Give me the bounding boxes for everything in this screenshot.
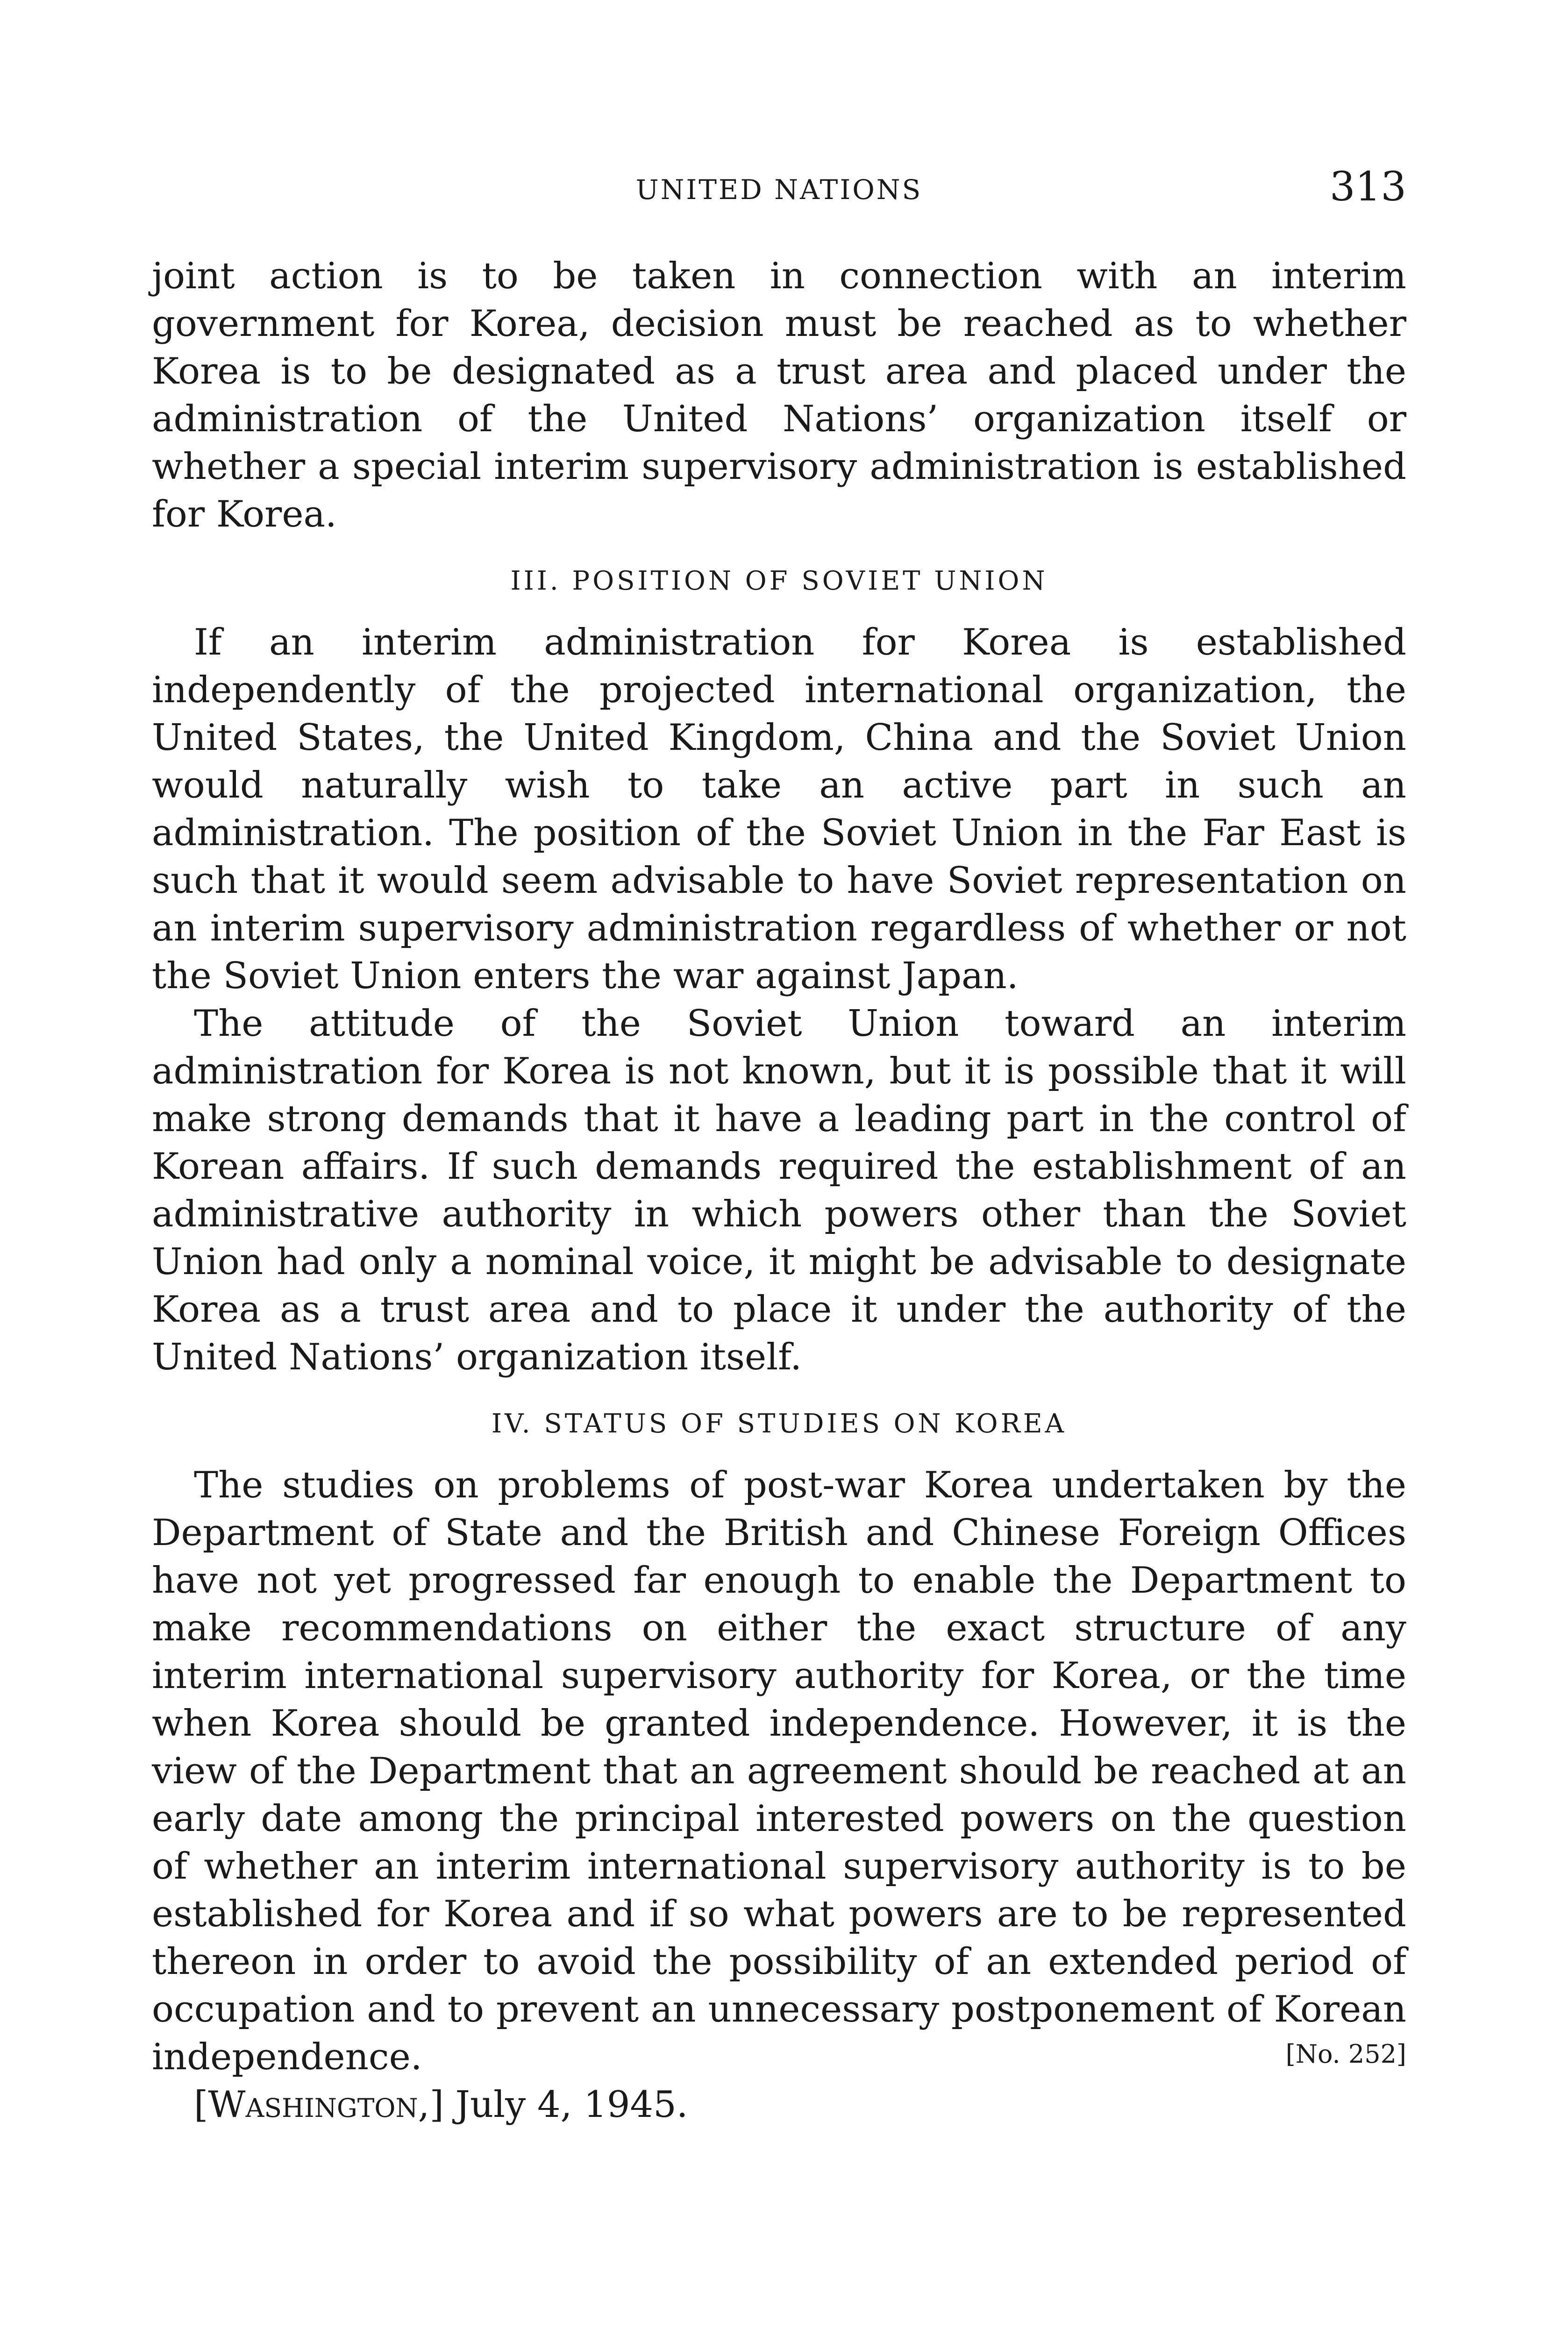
paragraph-2: If an interim administration for Korea is established independently of the projected international organization, the United States, the United Kingdom, China and the Soviet Union would naturally wish to take an active part in such an administration. The position of the Soviet Union in the Far East is such that it would seem advisable to have Soviet representation on an interim supervisory administration regardless of whether or not the Soviet Union enters the war against Japan. bbox=[152, 621, 1406, 997]
section-heading-iv: IV. STATUS OF STUDIES ON KOREA bbox=[491, 1409, 1067, 1439]
paragraph-4: The studies on problems of post-war Korea undertaken by the Department of State and the British and Chinese Foreign Offices have not yet progressed far enough to enable the Department to make recommendations on either the exact structure of any interim international supervisory authority for Korea, or the time when Korea should be granted independence. However, it is the view of the Department that an agreement should be reached at an early date among the principal interested powers on the question of whether an interim international supervisory authority is to be established for Korea and if so what powers are to be represented thereon in order to avoid the possibility of an extended period of occupation and to prevent an unnecessary postponement of Korean independence. bbox=[152, 1464, 1406, 2078]
running-head: UNITED NATIONS bbox=[635, 174, 923, 206]
dateline bbox=[152, 2081, 1406, 2129]
page-number: 313 bbox=[1329, 164, 1406, 210]
body-text bbox=[152, 252, 1406, 2129]
paragraph-1: joint action is to be taken in connection with an interim government for Korea, decision must be reached as to whether Korea is to be designated as a trust area and placed under the administration of the United Nations’ organization itself or whether a special interim supervisory administration is established for Korea. bbox=[152, 255, 1406, 535]
paragraph-3: The attitude of the Soviet Union toward an interim administration for Korea is not known, but it is possible that it will make strong demands that it have a leading part in the control of Korean affairs. If such demands required the establishment of an administrative authority in which powers other than the Soviet Union had only a nominal voice, it might be advisable to designate Korea as a trust area and to place it under the authority of the United Nations’ organization itself. bbox=[152, 1003, 1406, 1378]
page-header bbox=[152, 164, 1406, 220]
dateline-place: [Washington,] bbox=[194, 2084, 444, 2126]
dateline-date: July 4, 1945. bbox=[455, 2084, 688, 2126]
file-number: [No. 252] bbox=[1285, 2039, 1406, 2069]
section-heading-iii: III. POSITION OF SOVIET UNION bbox=[510, 566, 1048, 596]
